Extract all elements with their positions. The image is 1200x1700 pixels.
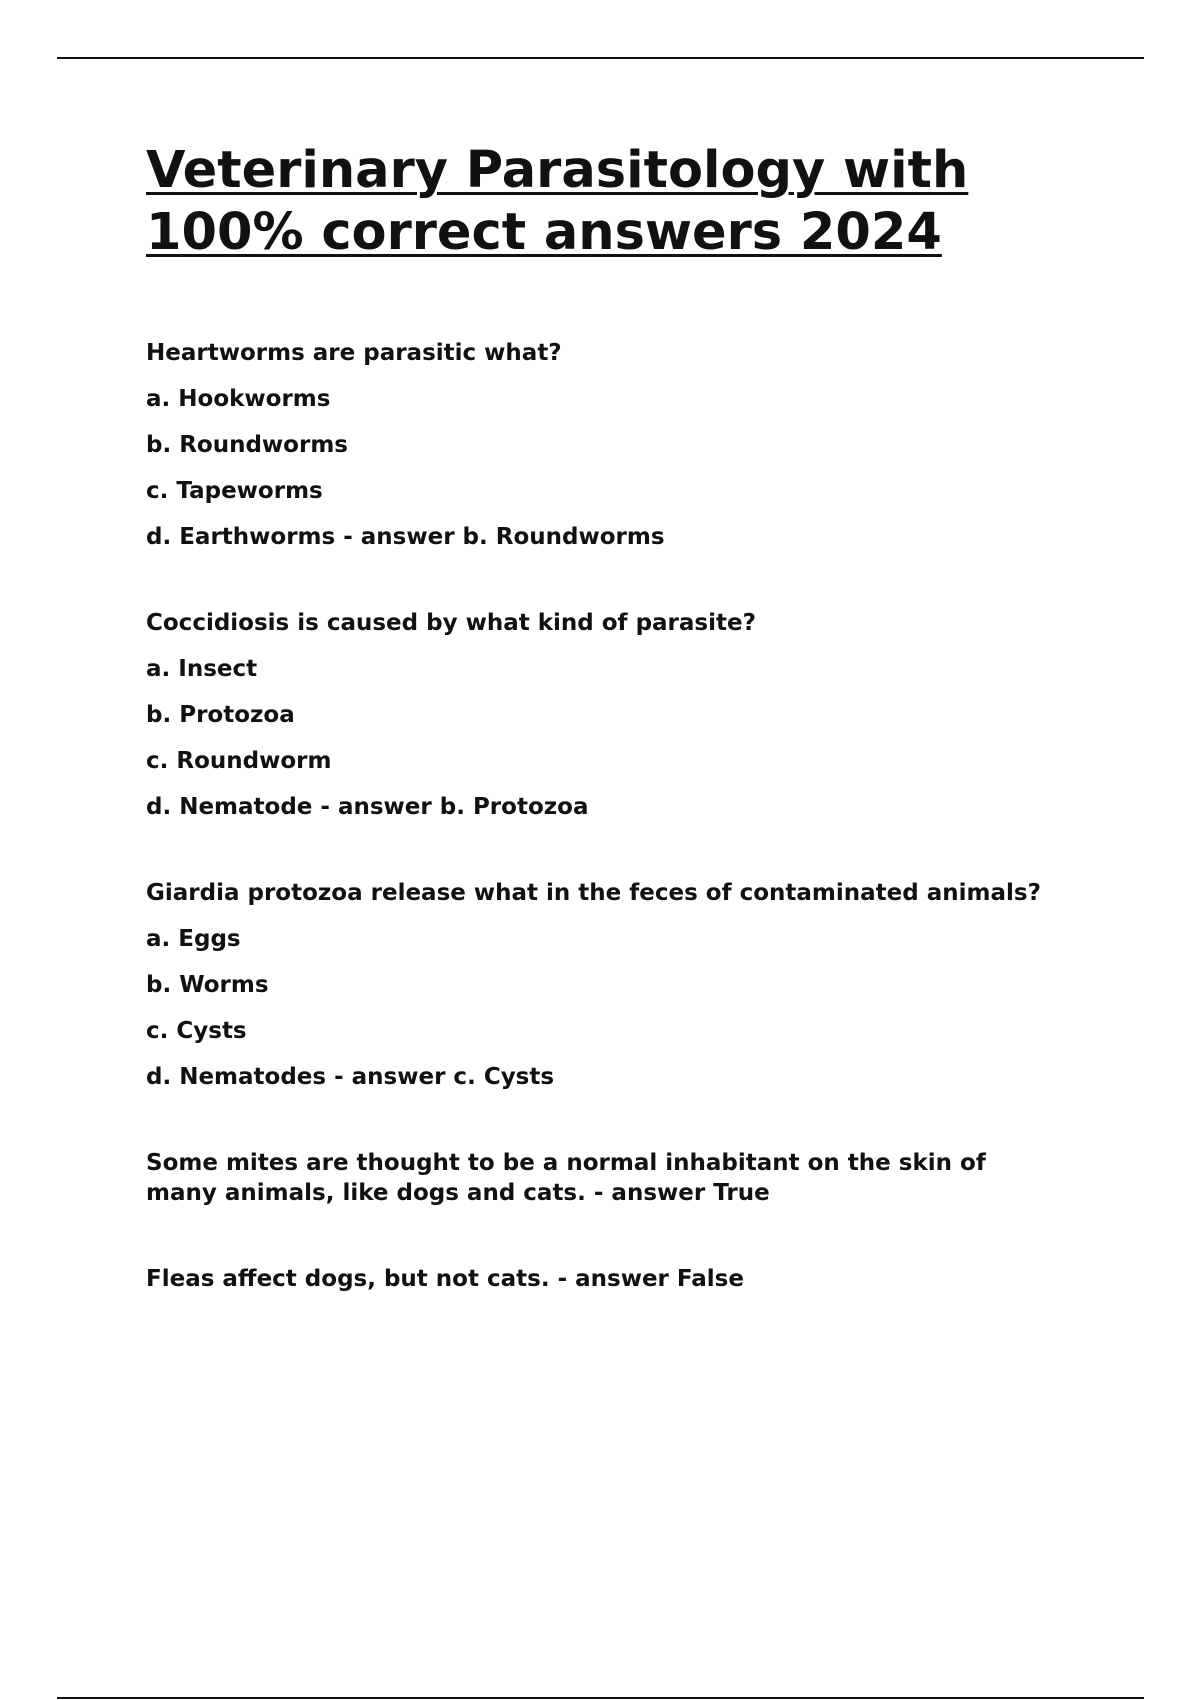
document-title bbox=[146, 140, 1106, 264]
statement-block bbox=[146, 1264, 1106, 1294]
answer-option: a. Insect bbox=[146, 656, 258, 682]
true-false-statement: Some mites are thought to be a normal inhabitant on the skin of many animals, like dogs and cats. - answer True bbox=[146, 1150, 986, 1206]
question-block bbox=[146, 338, 1106, 552]
answer-option: b. Worms bbox=[146, 972, 269, 998]
answer-option: c. Tapeworms bbox=[146, 478, 323, 504]
answer-option: c. Roundworm bbox=[146, 748, 332, 774]
question-block bbox=[146, 608, 1106, 822]
question-text: Coccidiosis is caused by what kind of parasite? bbox=[146, 610, 756, 636]
answer-option: c. Cysts bbox=[146, 1018, 247, 1044]
statement-block bbox=[146, 1148, 1106, 1208]
answer-option: d. Earthworms - answer b. Roundworms bbox=[146, 524, 665, 550]
answer-option: d. Nematode - answer b. Protozoa bbox=[146, 794, 589, 820]
document-body bbox=[146, 140, 1106, 1350]
question-block bbox=[146, 878, 1106, 1092]
answer-option: b. Protozoa bbox=[146, 702, 295, 728]
answer-option: a. Hookworms bbox=[146, 386, 331, 412]
top-divider bbox=[57, 57, 1144, 59]
question-text: Giardia protozoa release what in the feces of contaminated animals? bbox=[146, 880, 1041, 906]
title-line-1: Veterinary Parasitology with bbox=[146, 141, 969, 200]
title-line-2: 100% correct answers 2024 bbox=[146, 203, 942, 262]
question-text: Heartworms are parasitic what? bbox=[146, 340, 562, 366]
answer-option: b. Roundworms bbox=[146, 432, 348, 458]
bottom-divider bbox=[57, 1697, 1144, 1699]
true-false-statement: Fleas affect dogs, but not cats. - answer False bbox=[146, 1266, 744, 1292]
answer-option: d. Nematodes - answer c. Cysts bbox=[146, 1064, 555, 1090]
answer-option: a. Eggs bbox=[146, 926, 241, 952]
question-list bbox=[146, 338, 1106, 1294]
